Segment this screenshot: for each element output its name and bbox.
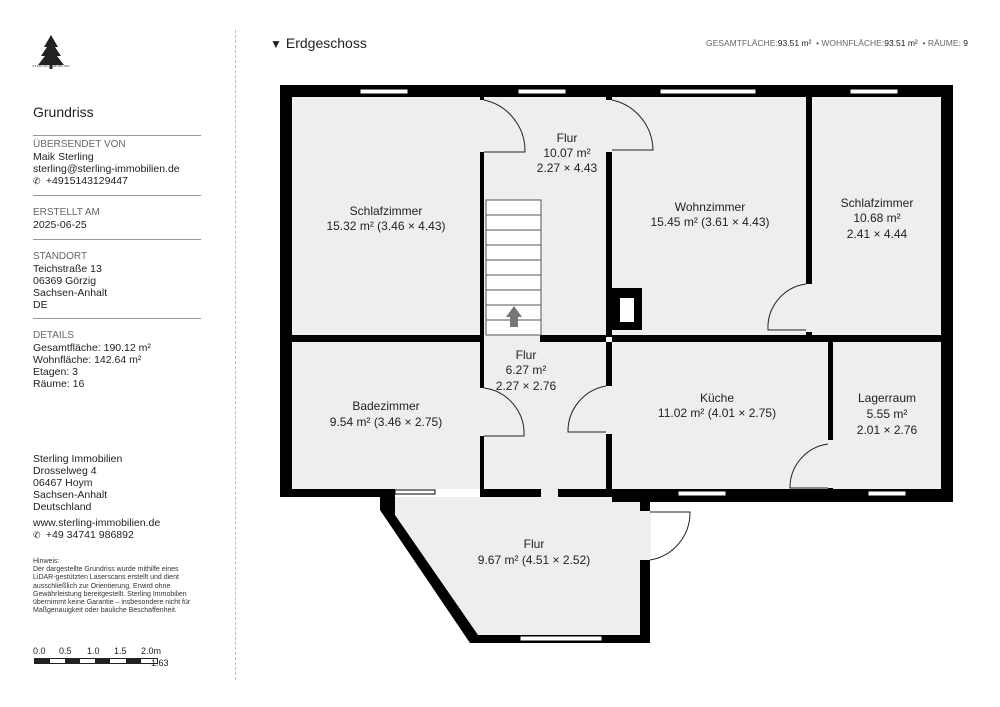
company-name: Sterling Immobilien bbox=[33, 453, 123, 465]
label-flur-1-name: Flur bbox=[556, 131, 578, 145]
company-country: Deutschland bbox=[33, 501, 92, 513]
sender-email[interactable]: sterling@sterling-immobilien.de bbox=[33, 163, 180, 175]
company-web[interactable]: www.sterling-immobilien.de bbox=[33, 517, 161, 529]
disclaimer-note: Hinweis: Der dargestellte Grundriss wurde mithilfe eines LiDAR-gestützten Laserscans erstellt und dient ausschließlich zur Orientierung. Erwird ohne Gewährleistung bereitgestellt. Sterling Immobilien übernimmt keine Garantie – insbesondere nicht für Maßgenauigkeit oder bauliche Beschaffenheit. bbox=[33, 558, 191, 615]
company-phone: +49 34741 986892 bbox=[45, 529, 134, 541]
sent-by-label: ÜBERSENDET VON bbox=[33, 139, 126, 150]
details-floors: Etagen: 3 bbox=[33, 366, 78, 378]
label-kueche-name: Küche bbox=[699, 391, 735, 405]
company-state: Sachsen-Anhalt bbox=[33, 489, 108, 501]
stat-total-value: 93.51 m² bbox=[777, 38, 812, 48]
room-fills bbox=[292, 97, 941, 635]
label-flur-2-area: 6.27 m² bbox=[505, 363, 547, 377]
label-flur-3-area: 9.67 m² (4.51 × 2.52) bbox=[477, 553, 591, 567]
label-flur-2-dims: 2.27 × 2.76 bbox=[495, 379, 557, 393]
details-living-area: Wohnfläche: 142.64 m² bbox=[33, 354, 142, 366]
label-schlafzimmer-1-area: 15.32 m² (3.46 × 4.43) bbox=[326, 219, 446, 233]
label-schlafzimmer-2-name: Schlafzimmer bbox=[840, 196, 914, 210]
stat-living-label: WOHNFLÄCHE: bbox=[821, 38, 885, 48]
company-city: 06467 Hoym bbox=[33, 477, 93, 489]
details-rooms: Räume: 16 bbox=[33, 378, 85, 390]
scale-tick: 2.0m bbox=[141, 646, 162, 656]
label-wohnzimmer-name: Wohnzimmer bbox=[674, 200, 746, 214]
phone-icon: ✆ bbox=[33, 530, 41, 540]
scale-ratio: 1:63 bbox=[151, 658, 169, 668]
location-street: Teichstraße 13 bbox=[33, 263, 102, 275]
stat-living-value: 93.51 m² bbox=[884, 38, 918, 48]
floor-name: Erdgeschoss bbox=[285, 35, 367, 51]
floor-stats: GESAMTFLÄCHE:93.51 m² • WOHNFLÄCHE:93.51 m² • RÄUME: 9 bbox=[706, 38, 968, 48]
label-lagerraum-dims: 2.01 × 2.76 bbox=[856, 423, 918, 437]
label-schlafzimmer-1-name: Schlafzimmer bbox=[349, 204, 423, 218]
label-wohnzimmer-area: 15.45 m² (3.61 × 4.43) bbox=[650, 215, 770, 229]
company-street: Drosselweg 4 bbox=[33, 465, 97, 477]
sender-name: Maik Sterling bbox=[33, 151, 94, 163]
label-flur-1-area: 10.07 m² bbox=[543, 146, 591, 160]
label-badezimmer-name: Badezimmer bbox=[352, 399, 420, 413]
sender-phone: +4915143129447 bbox=[45, 175, 128, 187]
label-schlafzimmer-2-area: 10.68 m² bbox=[853, 211, 901, 225]
triangle-down-icon: ▼ bbox=[270, 37, 282, 51]
label-lagerraum-area: 5.55 m² bbox=[866, 407, 908, 421]
location-city: 06369 Görzig bbox=[33, 275, 97, 287]
label-flur-1-dims: 2.27 × 4.43 bbox=[536, 161, 598, 175]
location-country: DE bbox=[33, 299, 48, 311]
logo-tagline: STERLING IMMOBILIEN bbox=[32, 64, 70, 68]
scale-tick: 0.5 bbox=[59, 646, 72, 656]
stat-total-label: GESAMTFLÄCHE: bbox=[706, 38, 778, 48]
stat-rooms-label: RÄUME: bbox=[927, 38, 961, 48]
created-date: 2025-06-25 bbox=[33, 219, 87, 231]
details-total-area: Gesamtfläche: 190.12 m² bbox=[33, 342, 151, 354]
details-label: DETAILS bbox=[33, 330, 74, 341]
scale-tick: 0.0 bbox=[33, 646, 46, 656]
label-flur-3-name: Flur bbox=[523, 537, 545, 551]
label-kueche-area: 11.02 m² (4.01 × 2.75) bbox=[657, 406, 777, 420]
label-schlafzimmer-2-dims: 2.41 × 4.44 bbox=[846, 227, 908, 241]
label-flur-2-name: Flur bbox=[515, 348, 537, 362]
chimney-inner bbox=[620, 298, 634, 322]
location-state: Sachsen-Anhalt bbox=[33, 287, 108, 299]
location-label: STANDORT bbox=[33, 251, 88, 262]
phone-icon: ✆ bbox=[33, 176, 41, 186]
label-badezimmer-area: 9.54 m² (3.46 × 2.75) bbox=[329, 415, 443, 429]
scale-tick: 1.5 bbox=[114, 646, 127, 656]
label-lagerraum-name: Lagerraum bbox=[857, 391, 917, 405]
stat-rooms-value: 9 bbox=[963, 38, 968, 48]
created-label: ERSTELLT AM bbox=[33, 207, 100, 218]
scale-tick: 1.0 bbox=[87, 646, 100, 656]
sidebar-title: Grundriss bbox=[33, 104, 94, 120]
